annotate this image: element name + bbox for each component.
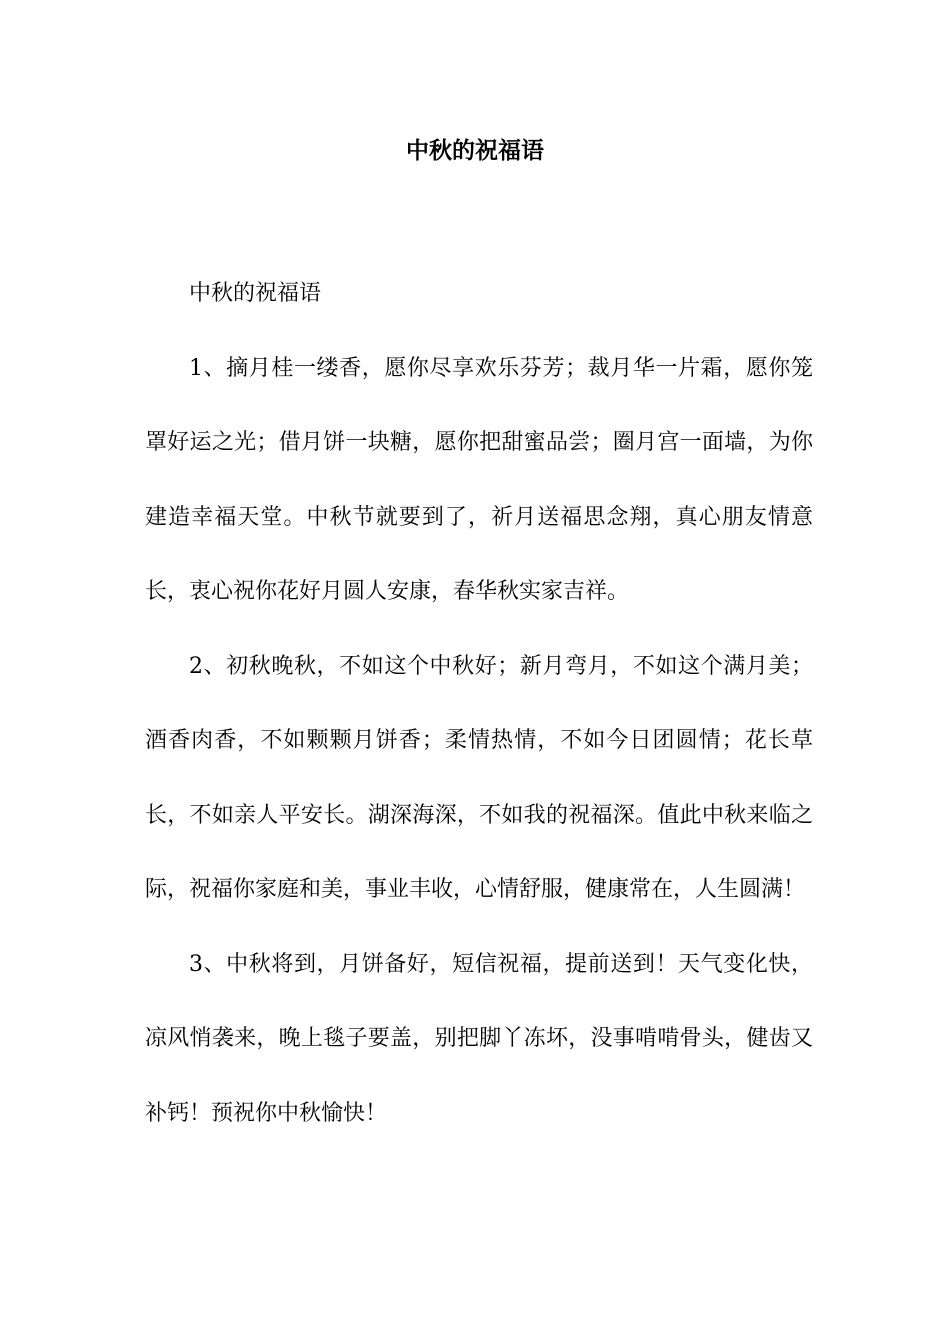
document-body	[145, 257, 813, 1151]
paragraph-3: 3、中秋将到，月饼备好，短信祝福，提前送到！天气变化快，凉风悄袭来，晚上毯子要盖，别把脚丫冻坏，没事啃啃骨头，健齿又补钙！预祝你中秋愉快！	[145, 951, 813, 1126]
paragraph-1: 1、摘月桂一缕香，愿你尽享欢乐芬芳；裁月华一片霜，愿你笼罩好运之光；借月饼一块糖，愿你把甜蜜品尝；圈月宫一面墙，为你建造幸福天堂。中秋节就要到了，祈月送福思念翔，真心朋友情意长，衷心祝你花好月圆人安康，春华秋实家吉祥。	[145, 355, 813, 604]
document-title: 中秋的祝福语	[406, 138, 544, 164]
section-heading: 中秋的祝福语	[189, 281, 322, 306]
paragraph-2: 2、初秋晚秋，不如这个中秋好；新月弯月，不如这个满月美；酒香肉香，不如颗颗月饼香；柔情热情，不如今日团圆情；花长草长，不如亲人平安长。湖深海深，不如我的祝福深。值此中秋来临之际，祝福你家庭和美，事业丰收，心情舒服，健康常在，人生圆满！	[145, 653, 813, 902]
